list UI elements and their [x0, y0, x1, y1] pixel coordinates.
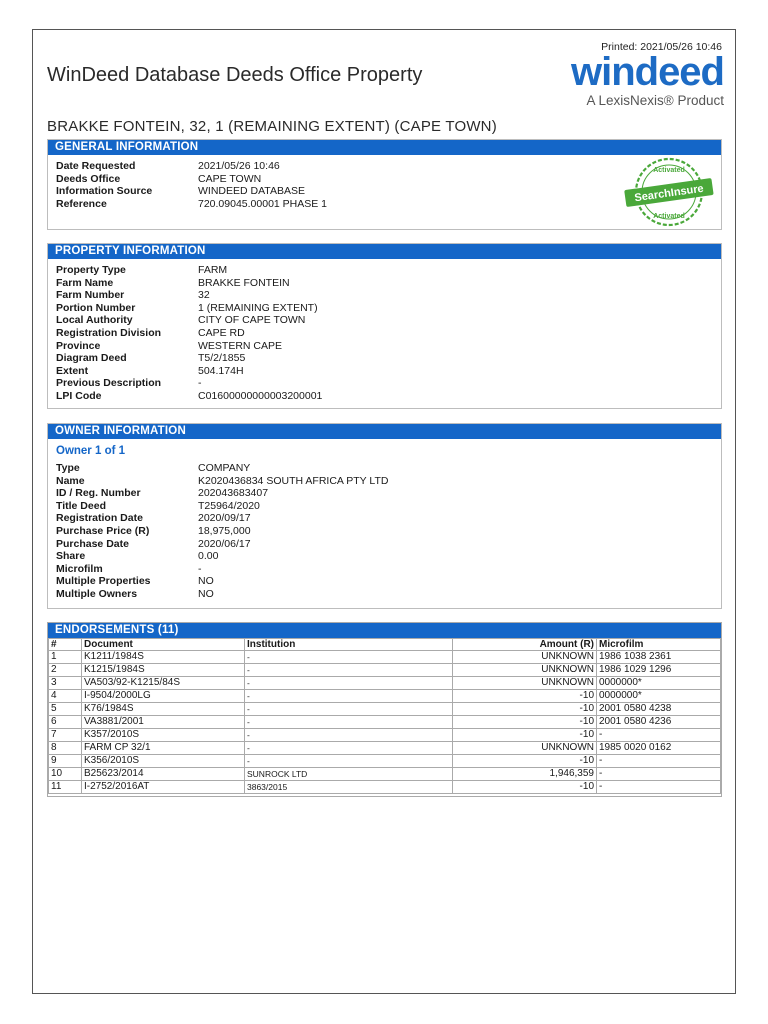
info-label: Extent	[56, 364, 89, 377]
cell-amount: UNKNOWN	[453, 742, 597, 755]
info-row	[56, 563, 721, 576]
info-label: Date Requested	[56, 160, 136, 172]
info-label: Local Authority	[56, 314, 133, 327]
info-label: Information Source	[56, 185, 153, 198]
column-header-microfilm: Microfilm	[597, 639, 721, 651]
info-value: 1 (REMAINING EXTENT)	[198, 301, 318, 314]
info-label: Purchase Price (R)	[56, 524, 150, 537]
cell-institution: -	[245, 755, 453, 768]
info-value: 0.00	[198, 550, 219, 563]
info-label: Type	[56, 462, 80, 474]
printed-timestamp: Printed: 2021/05/26 10:46	[601, 41, 722, 53]
table-row	[49, 729, 721, 742]
cell-microfilm: -	[597, 729, 721, 742]
info-row	[56, 525, 721, 538]
info-value: 202043683407	[198, 487, 269, 500]
info-row	[56, 289, 721, 302]
cell-institution: -	[245, 716, 453, 729]
endorsements-heading: ENDORSEMENTS (11)	[48, 623, 721, 638]
cell-document: K1215/1984S	[82, 664, 245, 677]
info-label: LPI Code	[56, 389, 102, 402]
document-title: WinDeed Database Deeds Office Property	[47, 64, 423, 86]
table-row	[49, 664, 721, 677]
info-value: T25964/2020	[198, 499, 260, 512]
info-row	[56, 327, 721, 340]
cell-institution: 3863/2015	[245, 781, 453, 794]
cell-microfilm: 1986 1038 2361	[597, 651, 721, 664]
info-row	[56, 487, 721, 500]
info-row	[56, 538, 721, 551]
cell-document: I-2752/2016AT	[82, 781, 245, 794]
info-label: ID / Reg. Number	[56, 487, 141, 500]
column-header-number: #	[49, 639, 82, 651]
info-value: T5/2/1855	[198, 352, 246, 365]
cell-number: 5	[49, 703, 82, 716]
owner-count-label: Owner 1 of 1	[56, 445, 126, 457]
endorsements-header-row	[49, 639, 721, 651]
cell-institution: -	[245, 729, 453, 742]
logo-tagline: A LexisNexis® Product	[586, 93, 724, 108]
info-value: 2021/05/26 10:46	[198, 160, 280, 172]
column-header-document: Document	[82, 639, 245, 651]
info-row	[56, 500, 721, 513]
cell-document: K356/2010S	[82, 755, 245, 768]
info-row	[56, 314, 721, 327]
info-row	[56, 462, 721, 475]
info-value: WESTERN CAPE	[198, 339, 283, 352]
property-title: BRAKKE FONTEIN, 32, 1 (REMAINING EXTENT) (CAPE TOWN)	[47, 118, 497, 135]
info-value: 2020/06/17	[198, 537, 251, 550]
info-label: Purchase Date	[56, 537, 129, 550]
cell-number: 8	[49, 742, 82, 755]
info-row	[56, 264, 721, 277]
badge-top-text: Activated	[653, 167, 685, 174]
cell-document: B25623/2014	[82, 768, 245, 781]
info-label: Registration Division	[56, 326, 162, 339]
cell-amount: -10	[453, 703, 597, 716]
cell-institution: SUNROCK LTD	[245, 768, 453, 781]
table-row	[49, 768, 721, 781]
cell-institution: -	[245, 651, 453, 664]
cell-document: K1211/1984S	[82, 651, 245, 664]
info-value: CAPE RD	[198, 326, 245, 339]
endorsements-table	[48, 638, 721, 794]
cell-institution: -	[245, 742, 453, 755]
info-label: Farm Number	[56, 289, 125, 302]
info-row	[56, 185, 721, 198]
table-row	[49, 677, 721, 690]
info-row	[56, 475, 721, 488]
info-label: Diagram Deed	[56, 352, 127, 365]
info-row	[56, 512, 721, 525]
info-value: NO	[198, 575, 214, 588]
info-label: Province	[56, 339, 101, 352]
owner-information-section	[47, 423, 722, 609]
info-value: 504.174H	[198, 364, 244, 377]
cell-document: K357/2010S	[82, 729, 245, 742]
cell-number: 3	[49, 677, 82, 690]
info-row	[56, 365, 721, 378]
info-value: CITY OF CAPE TOWN	[198, 314, 306, 327]
cell-amount: UNKNOWN	[453, 677, 597, 690]
cell-document: K76/1984S	[82, 703, 245, 716]
cell-document: VA503/92-K1215/84S	[82, 677, 245, 690]
info-value: CAPE TOWN	[198, 172, 262, 185]
table-row	[49, 742, 721, 755]
info-label: Title Deed	[56, 499, 106, 512]
info-row	[56, 588, 721, 601]
info-label: Share	[56, 550, 86, 563]
table-row	[49, 781, 721, 794]
cell-microfilm: -	[597, 768, 721, 781]
logo-wordmark: windeed	[570, 50, 724, 94]
info-value: C01600000000003200001	[198, 389, 323, 402]
cell-microfilm: 2001 0580 4236	[597, 716, 721, 729]
owner-information-heading: OWNER INFORMATION	[48, 424, 721, 439]
table-row	[49, 651, 721, 664]
table-row	[49, 703, 721, 716]
cell-amount: -10	[453, 755, 597, 768]
cell-amount: -10	[453, 781, 597, 794]
property-information-heading: PROPERTY INFORMATION	[48, 244, 721, 259]
info-row	[56, 277, 721, 290]
info-label: Reference	[56, 197, 107, 210]
cell-microfilm: 2001 0580 4238	[597, 703, 721, 716]
table-row	[49, 755, 721, 768]
info-row	[56, 160, 721, 173]
column-header-institution: Institution	[245, 639, 453, 651]
table-row	[49, 716, 721, 729]
cell-microfilm: 1986 1029 1296	[597, 664, 721, 677]
cell-number: 4	[49, 690, 82, 703]
cell-number: 2	[49, 664, 82, 677]
info-row	[56, 575, 721, 588]
cell-document: FARM CP 32/1	[82, 742, 245, 755]
info-label: Portion Number	[56, 301, 136, 314]
info-row	[56, 340, 721, 353]
windeed-logo	[540, 52, 724, 108]
cell-document: I-9504/2000LG	[82, 690, 245, 703]
cell-amount: UNKNOWN	[453, 664, 597, 677]
info-label: Deeds Office	[56, 172, 121, 185]
info-row	[56, 302, 721, 315]
endorsements-body	[49, 651, 721, 794]
endorsements-section	[47, 622, 722, 797]
cell-number: 6	[49, 716, 82, 729]
cell-number: 1	[49, 651, 82, 664]
table-row	[49, 690, 721, 703]
info-row	[56, 173, 721, 186]
info-value: 32	[198, 289, 210, 302]
info-row	[56, 352, 721, 365]
cell-microfilm: -	[597, 781, 721, 794]
badge-bottom-text: Activated	[653, 213, 685, 220]
cell-amount: -10	[453, 716, 597, 729]
cell-number: 7	[49, 729, 82, 742]
info-value: -	[198, 377, 202, 390]
cell-microfilm: 0000000*	[597, 677, 721, 690]
owner-information-rows	[48, 459, 721, 601]
info-label: Microfilm	[56, 562, 103, 575]
info-row	[56, 377, 721, 390]
general-information-rows	[48, 155, 721, 210]
info-row	[56, 550, 721, 563]
info-label: Property Type	[56, 264, 126, 276]
cell-document: VA3881/2001	[82, 716, 245, 729]
cell-amount: 1,946,359	[453, 768, 597, 781]
info-label: Name	[56, 474, 85, 487]
info-value: 720.09045.00001 PHASE 1	[198, 197, 328, 210]
info-row	[56, 198, 721, 211]
column-header-amount: Amount (R)	[453, 639, 597, 651]
info-label: Multiple Properties	[56, 575, 151, 588]
info-value: NO	[198, 587, 214, 600]
property-information-rows	[48, 259, 721, 403]
info-value: FARM	[198, 264, 228, 276]
cell-institution: -	[245, 677, 453, 690]
info-value: 18,975,000	[198, 524, 251, 537]
info-label: Multiple Owners	[56, 587, 138, 600]
info-value: -	[198, 562, 202, 575]
cell-microfilm: -	[597, 755, 721, 768]
cell-number: 9	[49, 755, 82, 768]
badge-main-text: SearchInsure	[633, 182, 705, 205]
info-label: Previous Description	[56, 377, 162, 390]
info-value: 2020/09/17	[198, 512, 251, 525]
cell-institution: -	[245, 703, 453, 716]
general-information-heading: GENERAL INFORMATION	[48, 140, 721, 155]
cell-amount: -10	[453, 729, 597, 742]
property-information-section	[47, 243, 722, 409]
cell-number: 11	[49, 781, 82, 794]
info-value: COMPANY	[198, 462, 251, 474]
cell-number: 10	[49, 768, 82, 781]
info-value: BRAKKE FONTEIN	[198, 276, 290, 289]
info-value: K2020436834 SOUTH AFRICA PTY LTD	[198, 474, 389, 487]
general-information-section	[47, 139, 722, 230]
cell-institution: -	[245, 664, 453, 677]
cell-amount: -10	[453, 690, 597, 703]
cell-microfilm: 1985 0020 0162	[597, 742, 721, 755]
info-label: Farm Name	[56, 276, 114, 289]
info-value: WINDEED DATABASE	[198, 185, 305, 198]
cell-amount: UNKNOWN	[453, 651, 597, 664]
cell-microfilm: 0000000*	[597, 690, 721, 703]
cell-institution: -	[245, 690, 453, 703]
info-row	[56, 390, 721, 403]
info-label: Registration Date	[56, 512, 143, 525]
